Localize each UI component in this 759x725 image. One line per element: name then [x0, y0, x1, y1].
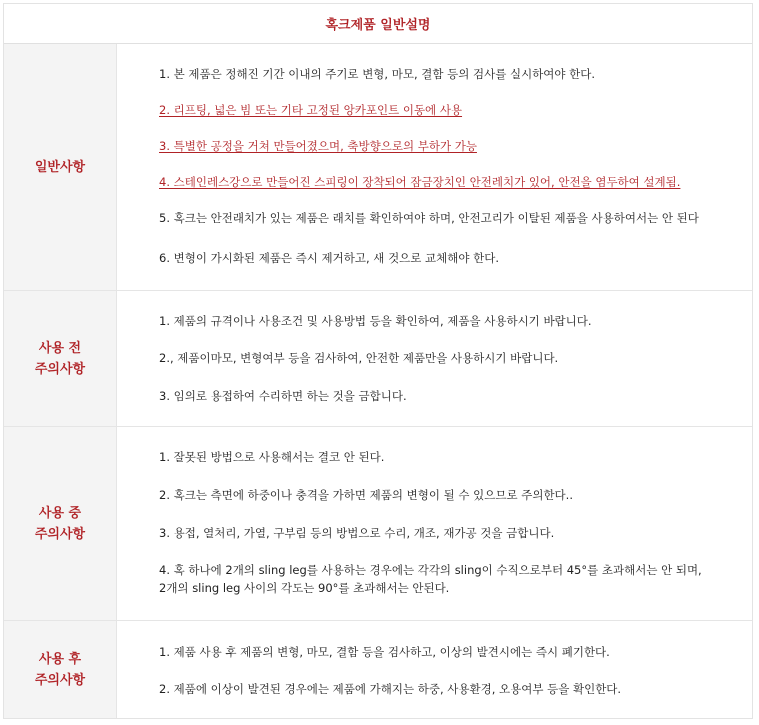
info-table	[3, 3, 753, 719]
list-item: 6. 변형이 가시화된 제품은 즉시 제거하고, 새 것으로 교체해야 한다.	[159, 251, 500, 265]
table-title: 혹크제품 일반설명	[4, 4, 752, 44]
section-during-use	[4, 427, 752, 621]
section-before-use	[4, 291, 752, 427]
section-general	[4, 44, 752, 291]
list-item: 1. 제품 사용 후 제품의 변형, 마모, 결함 등을 검사하고, 이상의 발견시에는 즉시 폐기한다.	[159, 645, 610, 659]
section-label: 사용 전 주의사항	[4, 291, 117, 426]
section-label: 사용 중 주의사항	[4, 427, 117, 620]
list-item: 1. 본 제품은 정해진 기간 이내의 주기로 변형, 마모, 결함 등의 검사를 실시하여야 한다.	[159, 67, 596, 81]
item-list	[159, 427, 752, 620]
list-item: 1. 잘못된 방법으로 사용해서는 결코 안 된다.	[159, 450, 385, 464]
section-label: 사용 후 주의사항	[4, 621, 117, 718]
item-list	[159, 291, 752, 426]
item-list	[159, 44, 752, 290]
list-item: 2. 리프팅, 넓은 빔 또는 기타 고정된 앙카포인트 이동에 사용	[159, 103, 463, 117]
section-label: 일반사항	[4, 44, 117, 290]
list-item: 2. 혹크는 측면에 하중이나 충격을 가하면 제품의 변형이 될 수 있으므로 주의한다..	[159, 488, 573, 502]
section-after-use	[4, 621, 752, 718]
list-item: 5. 혹크는 안전래치가 있는 제품은 래치를 확인하여야 하며, 안전고리가 이탈된 제품을 사용하여서는 안 된다	[159, 211, 699, 225]
list-item: 3. 특별한 공정을 거쳐 만들어졌으며, 축방향으로의 부하가 가능	[159, 139, 477, 153]
list-item: 4. 혹 하나에 2개의 sling leg를 사용하는 경우에는 각각의 sling이 수직으로부터 45°를 초과해서는 안 되며, 2개의 sling leg 사이의 각도는 90°를 초과해서는 안된다.	[159, 563, 702, 595]
list-item: 3. 임의로 용접하여 수리하면 하는 것을 금합니다.	[159, 389, 407, 403]
list-item: 1. 제품의 규격이나 사용조건 및 사용방법 등을 확인하여, 제품을 사용하시기 바랍니다.	[159, 314, 592, 328]
list-item: 4. 스테인레스강으로 만들어진 스피링이 장착되어 잠금장치인 안전레치가 있어, 안전을 염두하여 설계됨.	[159, 175, 681, 189]
list-item: 2. 제품에 이상이 발견된 경우에는 제품에 가해지는 하중, 사용환경, 오용여부 등을 확인한다.	[159, 682, 622, 696]
item-list	[159, 621, 752, 718]
list-item: 3. 용접, 열처리, 가열, 구부림 등의 방법으로 수리, 개조, 재가공 것을 금합니다.	[159, 526, 555, 540]
list-item: 2., 제품이마모, 변형여부 등을 검사하여, 안전한 제품만을 사용하시기 바랍니다.	[159, 351, 559, 365]
